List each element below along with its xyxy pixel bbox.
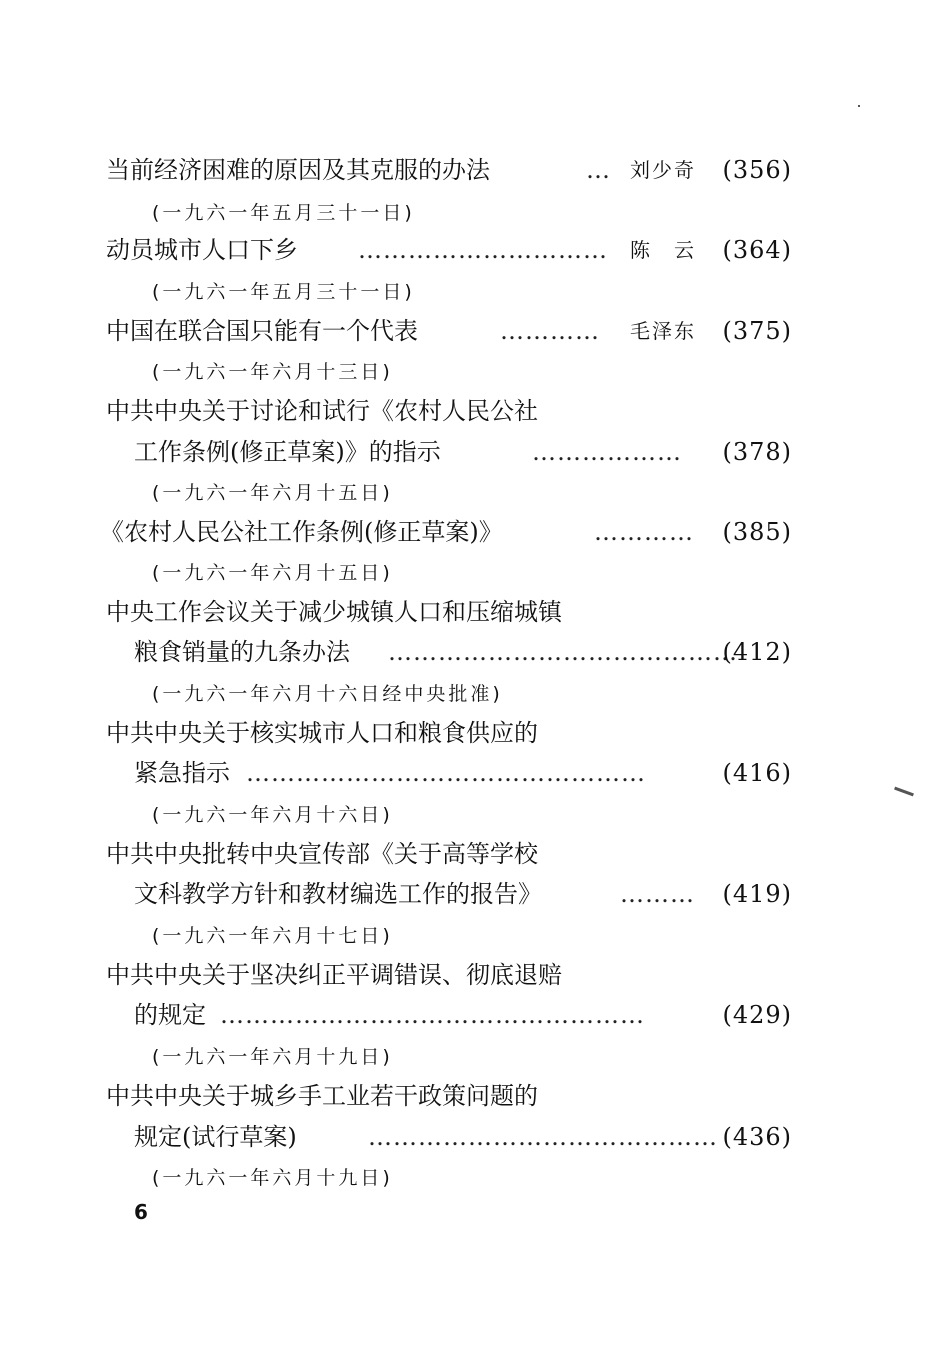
- toc-entry[interactable]: [0, 391, 952, 431]
- dot-leader: …: [586, 156, 611, 184]
- entry-date: (一九六一年六月十五日): [152, 482, 393, 504]
- entry-author: 刘少奇: [630, 158, 696, 182]
- toc-entry-continuation[interactable]: [0, 995, 952, 1035]
- dot-leader: ……………………………………………: [220, 1001, 645, 1029]
- dot-leader: …………………………………………: [246, 759, 646, 787]
- toc-entry[interactable]: [0, 512, 952, 552]
- entry-page-number: (385): [722, 518, 792, 546]
- entry-date: (一九六一年六月十三日): [152, 361, 393, 383]
- entry-page-number: (429): [722, 1001, 792, 1029]
- dot-leader: ……………………………………: [388, 638, 738, 666]
- entry-page-number: (375): [722, 317, 792, 345]
- entry-title: 中共中央关于讨论和试行《农村人民公社: [106, 397, 538, 425]
- entry-page-number: (412): [722, 638, 792, 666]
- toc-entry[interactable]: [0, 834, 952, 874]
- entry-title-continued: 粮食销量的九条办法: [134, 638, 350, 666]
- toc-entry-continuation[interactable]: [0, 1117, 952, 1157]
- entry-title: 中共中央关于坚决纠正平调错误、彻底退赔: [106, 961, 562, 989]
- entry-title-continued: 规定(试行草案): [134, 1123, 297, 1151]
- entry-page-number: (416): [722, 759, 792, 787]
- entry-page-number: (419): [722, 880, 792, 908]
- entry-title: 动员城市人口下乡: [106, 236, 298, 264]
- entry-author: 毛泽东: [630, 319, 696, 343]
- toc-entry[interactable]: [0, 230, 952, 270]
- entry-title: 中央工作会议关于减少城镇人口和压缩城镇: [106, 598, 562, 626]
- entry-author: 陈 云: [630, 238, 696, 262]
- dot-leader: ………………: [532, 438, 682, 466]
- entry-date: (一九六一年六月十九日): [152, 1046, 393, 1068]
- toc-entry[interactable]: [0, 311, 952, 351]
- entry-date: (一九六一年六月十九日): [152, 1167, 393, 1189]
- entry-title: 中共中央批转中央宣传部《关于高等学校: [106, 840, 538, 868]
- toc-entry[interactable]: [0, 955, 952, 995]
- toc-entry[interactable]: [0, 713, 952, 753]
- entry-date: (一九六一年六月十七日): [152, 925, 393, 947]
- dot-leader: ……………………………………: [368, 1123, 718, 1151]
- entry-title: 中共中央关于核实城市人口和粮食供应的: [106, 719, 538, 747]
- page-number: 6: [134, 1200, 148, 1224]
- entry-title-continued: 工作条例(修正草案)》的指示: [134, 438, 441, 466]
- entry-title-continued: 的规定: [134, 1001, 206, 1029]
- dot-leader: …………: [500, 317, 600, 345]
- dot-leader: …………: [594, 518, 694, 546]
- entry-title-continued: 紧急指示: [134, 759, 230, 787]
- entry-page-number: (436): [722, 1123, 792, 1151]
- entry-title: 中国在联合国只能有一个代表: [106, 317, 418, 345]
- entry-page-number: (356): [722, 156, 792, 184]
- entry-date: (一九六一年六月十六日经中央批准): [152, 683, 503, 705]
- toc-entry[interactable]: [0, 1076, 952, 1116]
- toc-entry[interactable]: [0, 150, 952, 190]
- toc-entry-continuation[interactable]: [0, 632, 952, 672]
- entry-date: (一九六一年五月三十一日): [152, 281, 415, 303]
- entry-title-continued: 文科教学方针和教材编选工作的报告》: [134, 880, 542, 908]
- entry-date: (一九六一年六月十五日): [152, 562, 393, 584]
- scan-mark: [858, 105, 860, 107]
- entry-date: (一九六一年六月十六日): [152, 804, 393, 826]
- entry-title: 中共中央关于城乡手工业若干政策问题的: [106, 1082, 538, 1110]
- toc-entry-continuation[interactable]: [0, 753, 952, 793]
- toc-entry[interactable]: [0, 592, 952, 632]
- dot-leader: ………: [620, 880, 695, 908]
- entry-date: (一九六一年五月三十一日): [152, 202, 415, 224]
- toc-entry-continuation[interactable]: [0, 432, 952, 472]
- dot-leader: …………………………: [358, 236, 608, 264]
- toc-entry-continuation[interactable]: [0, 874, 952, 914]
- entry-page-number: (378): [722, 438, 792, 466]
- entry-title: 《农村人民公社工作条例(修正草案)》: [100, 518, 503, 546]
- entry-title: 当前经济困难的原因及其克服的办法: [106, 156, 490, 184]
- entry-page-number: (364): [722, 236, 792, 264]
